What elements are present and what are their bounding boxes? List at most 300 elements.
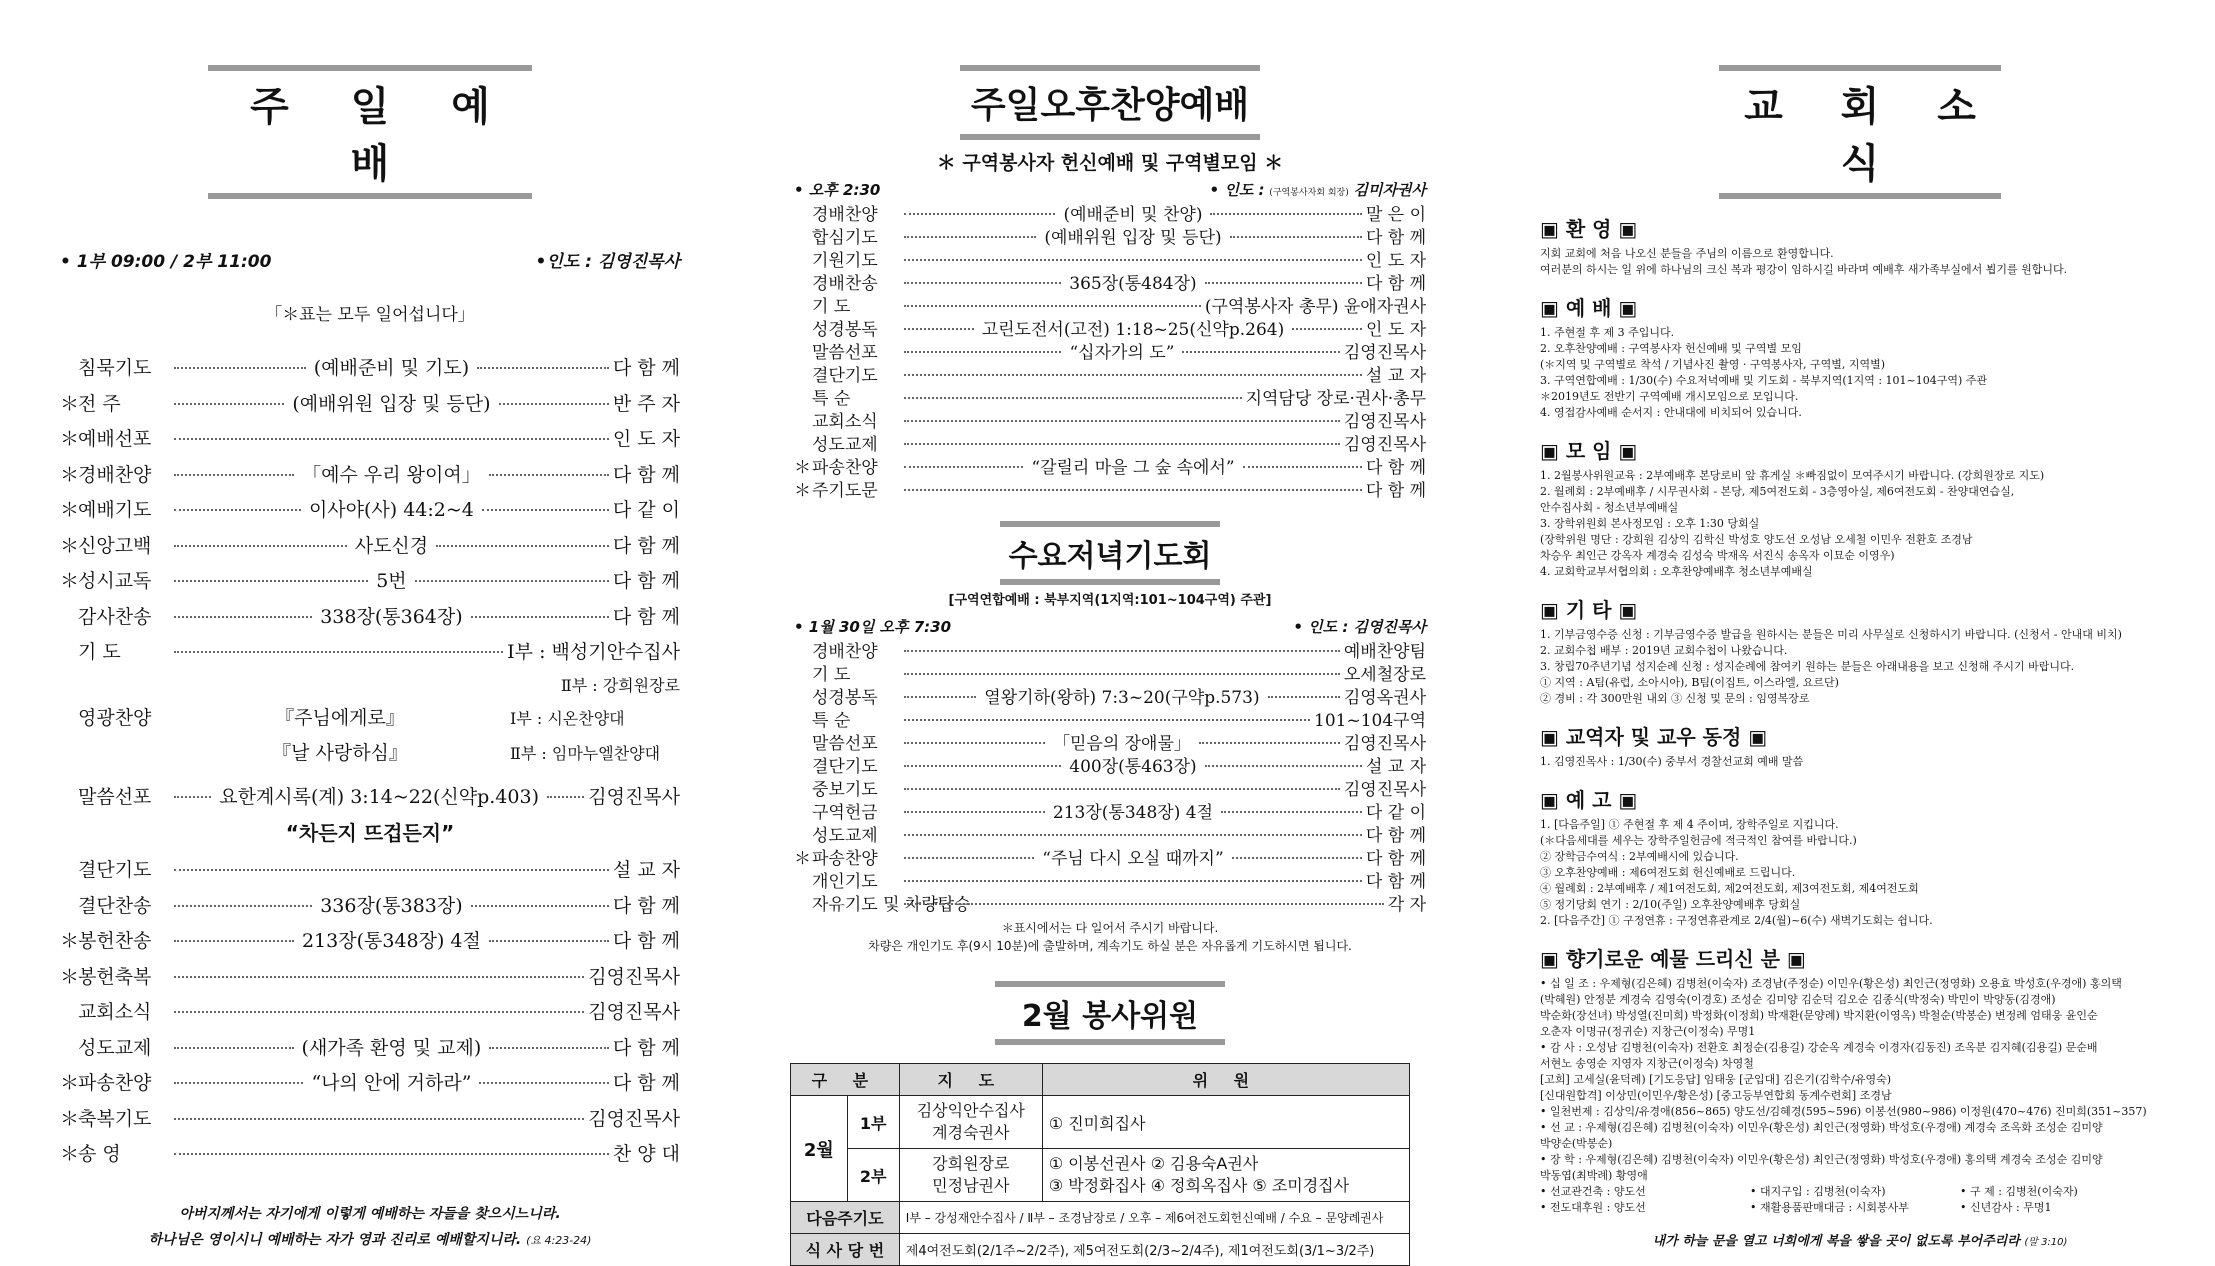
dot-leader — [904, 673, 1340, 675]
order-item — [60, 566, 680, 602]
dot-leader — [904, 650, 1340, 652]
choir2-who: Ⅱ부 : 임마누엘찬양대 — [510, 744, 661, 763]
order-label: 말씀선포 — [78, 785, 152, 808]
news-line: • 감 사 : 오성남 김병천(이숙자) 전환호 최정순(김용길) 강순옥 계경숙 이경자(김동진) 조옥분 김지혜(김용길) 문순배 — [1540, 1041, 2098, 1054]
order-person: 다 함 께 — [1365, 849, 1427, 869]
dot-leader — [489, 940, 609, 942]
dot-leader — [174, 438, 609, 440]
news-line: (＊다음세대를 세우는 장학주일헌금에 적극적인 참여를 바랍니다.) — [1540, 834, 1857, 847]
order-person: 말 은 이 — [1365, 205, 1427, 225]
order-item — [794, 200, 1426, 223]
news-line: (장학위원 명단 : 강희원 김상익 김학신 박성호 양도선 오성남 오세철 이민우 전환호 조경남 — [1540, 533, 1973, 546]
dot-leader — [904, 857, 1034, 859]
table-row: 2부 강희원장로 민정남권사 ① 이봉선권사 ② 김용숙A권사 ③ 박정화집사 ④ 정희옥집사 ⑤ 조미경집사 — [791, 1149, 1410, 1202]
standing-mark: ＊ — [60, 499, 80, 521]
order-content: (예배위원 입장 및 등단) — [1044, 228, 1222, 248]
dot-leader — [904, 351, 1061, 353]
dot-leader — [489, 1047, 609, 1049]
order-person: 다 같 이 — [612, 499, 680, 521]
order-content: (예배준비 및 기도) — [313, 357, 470, 379]
order-label: 예배선포 — [78, 428, 152, 450]
news-line: • 장 학 : 우제형(김은혜) 김병천(이숙자) 이민우(황은성) 최인근(정영화) 박성호(우경애) 홍의택 계경숙 조성순 김미양 — [1540, 1153, 2103, 1166]
dot-leader — [904, 374, 1362, 376]
order-person: 다 함 께 — [612, 605, 681, 628]
order-person: 김영진목사 — [588, 1001, 680, 1023]
dot-leader — [904, 788, 1340, 790]
dot-leader — [482, 509, 609, 511]
order-item — [794, 706, 1426, 729]
order-item — [794, 798, 1426, 821]
news-line: 1. 기부금영수증 신청 : 기부금영수증 발급을 원하시는 분들은 미리 사무실로 신청하시기 바랍니다. (신청서 - 안내대 비치) — [1540, 628, 2122, 641]
order-content: 「믿음의 장애물」 — [1052, 734, 1191, 754]
news-section-heading: ▣ 환 영 ▣ — [1540, 217, 1638, 241]
order-item — [794, 890, 1426, 913]
order-label: 특 순 — [812, 389, 851, 409]
order-label: 결단찬송 — [78, 894, 152, 917]
order-item — [60, 1104, 680, 1140]
order-label: 중보기도 — [812, 780, 878, 800]
order-person: 다 함 께 — [1365, 274, 1427, 294]
dot-leader — [174, 509, 301, 511]
news-line: 박동엽(최박례) 황영애 — [1540, 1169, 1648, 1182]
news-line: 3. 장학위원회 본사정모임 : 오후 1:30 당회실 — [1540, 517, 1760, 530]
news-line: 2. 교회수첩 배부 : 2019년 교회수첩이 나왔습니다. — [1540, 644, 1788, 657]
service-committee-table — [790, 1063, 1410, 1266]
dot-leader — [904, 742, 1045, 744]
order-item — [794, 430, 1426, 453]
dot-leader — [174, 580, 368, 582]
order-content: 213장(통348장) 4절 — [301, 930, 481, 952]
dot-leader — [1268, 696, 1340, 698]
order-label: 특 순 — [812, 711, 851, 731]
order-label: 경배찬송 — [812, 274, 878, 294]
order-label: 성도교제 — [812, 435, 878, 455]
table-header-row: 구 분 지 도 위 원 — [791, 1064, 1410, 1096]
dot-leader — [499, 403, 609, 405]
order-person: 지역담당 장로·권사·총무 — [1245, 389, 1426, 409]
dot-leader — [174, 905, 312, 907]
news-line: (박혜원) 안정분 계경숙 김영숙(이경호) 조성순 김미양 김순덕 김오순 김종식(박정숙) 박민이 박양동(김경애) — [1540, 993, 2056, 1006]
standing-mark: ＊ — [60, 570, 80, 592]
news-line-part: • 대지구입 : 김병천(이숙자) — [1750, 1185, 1886, 1198]
order-person: Ⅰ부 : 백성기안수집사 — [507, 641, 680, 663]
order-content: 213장(통348장) 4절 — [1052, 803, 1213, 823]
order-label: 송 영 — [78, 1143, 121, 1165]
order-content: 이사야(사) 44:2~4 — [308, 499, 474, 521]
news-line-part: • 재활용품판매대금 : 시회봉사부 — [1750, 1201, 1909, 1214]
news-line — [1540, 1184, 2180, 1200]
order-content: “십자가의 도” — [1069, 343, 1175, 363]
order-person: 반 주 자 — [612, 392, 681, 415]
order-person: 설 교 자 — [612, 859, 680, 881]
order-person: 다 함 께 — [612, 534, 681, 557]
dot-leader — [1292, 328, 1362, 330]
order-content: 사도신경 — [354, 534, 429, 557]
order-label: 주기도문 — [812, 481, 878, 501]
dot-leader — [904, 834, 1362, 836]
choir1-who: Ⅰ부 : 시온찬양대 — [510, 708, 625, 728]
news-line: 박순화(장선녀) 박성열(진미희) 박정화(이정희) 박재환(문양례) 박지환(이영옥) 박철순(박봉순) 변정례 엄태웅 윤인순 — [1540, 1009, 2098, 1022]
order-item — [794, 315, 1426, 338]
dot-leader — [1199, 742, 1340, 744]
order-person: 예배찬양팀 — [1343, 642, 1426, 662]
afternoon-order-list — [790, 200, 1430, 499]
order-person: 다 함 께 — [1365, 826, 1426, 846]
order-item — [794, 729, 1426, 752]
dot-leader — [174, 1047, 294, 1049]
order-person: 다 함 께 — [612, 930, 680, 952]
news-section-heading: ▣ 향기로운 예물 드리신 분 ▣ — [1540, 947, 1806, 971]
news-line: 여러분의 하시는 일 위에 하나님의 크신 복과 평강이 임하시길 바라며 예배후 새가족부실에서 뵙기를 원합니다. — [1540, 263, 2068, 276]
order-label: 결단기도 — [812, 757, 878, 777]
news-line: [고희] 고세실(윤덕례) [기도응답] 임태웅 [군입대] 김은기(김학수/유영숙) — [1540, 1073, 1892, 1086]
news-line: • 일천번제 : 김상익/유경애(856~865) 양도선/김혜경(595~596) 이봉선(980~986) 이정원(470~476) 진미희(351~357) — [1540, 1105, 2147, 1118]
order-content: 338장(통364장) — [320, 605, 463, 628]
order-person: 다 함 께 — [612, 463, 680, 486]
dot-leader — [471, 905, 609, 907]
order-person: 김영진목사 — [1343, 343, 1426, 363]
order-content: 고린도전서(고전) 1:18~25(신약p.264) — [981, 320, 1285, 340]
dot-leader — [174, 940, 294, 942]
church-news-title: 교 회 소 식 — [1719, 65, 2001, 199]
dot-leader — [904, 880, 1362, 882]
sunday-order-list — [40, 353, 700, 1175]
order-content: “갈릴리 마을 그 숲 속에서” — [1031, 458, 1235, 478]
dot-leader — [174, 976, 584, 978]
dot-leader — [904, 696, 976, 698]
standing-mark: ＊ — [60, 965, 80, 988]
wednesday-subtitle: [구역연합예배 : 북부지역(1지역:101~104구역) 주관] — [948, 593, 1272, 608]
order-item — [60, 1033, 680, 1069]
order-item — [794, 821, 1426, 844]
order-person: 다 함 께 — [612, 1036, 680, 1059]
order-item-choir — [60, 703, 680, 739]
order-item — [60, 495, 680, 531]
wednesday-notes: ＊표시에서는 다 일어서 주시기 바랍니다. 차량은 개인기도 후(9시 10분)에 출발하며, 계속기도 하실 분은 자유롭게 기도하시면 됩니다. — [868, 921, 1352, 953]
order-person: 다 같 이 — [1365, 803, 1426, 823]
dot-leader — [174, 869, 609, 871]
news-section-heading: ▣ 예 배 ▣ — [1540, 296, 1638, 320]
table-row: 다음주기도 Ⅰ부 – 강성재안수집사 / Ⅱ부 – 조경남장로 / 오후 – 제6여전도회헌신예배 / 수요 – 문양례권사 — [791, 1202, 1410, 1234]
standing-mark: ＊ — [60, 463, 80, 486]
dot-leader — [174, 1011, 584, 1013]
news-line: 3. 구역연합예배 : 1/30(수) 수요저녁예배 및 기도회 - 북부지역(1지역 : 101~104구역) 주관 — [1540, 374, 1988, 387]
wednesday-order-list — [790, 637, 1430, 913]
order-content: 열왕기하(왕하) 7:3~20(구약p.573) — [984, 688, 1260, 708]
order-item — [60, 389, 680, 425]
order-label: 기 도 — [812, 665, 851, 685]
news-line: 오춘자 이명규(정귀순) 지창근(이정숙) 무명1 — [1540, 1025, 1756, 1038]
order-item — [794, 867, 1426, 890]
dot-leader — [1243, 466, 1362, 468]
standing-mark: ＊ — [794, 458, 811, 478]
news-line: 1. 주현절 후 제 3 주입니다. — [1540, 326, 1675, 339]
order-item-sermon — [60, 782, 680, 818]
news-line — [1540, 1200, 2180, 1216]
news-section-heading: ▣ 예 고 ▣ — [1540, 788, 1638, 812]
dot-leader — [174, 474, 294, 476]
order-label: 예배기도 — [78, 499, 152, 521]
news-line: 1. [다음주일] ① 주현절 후 제 4 주이며, 장학주일로 지킵니다. — [1540, 818, 1839, 831]
news-line: 지회 교회에 처음 나오신 분들을 주님의 이름으로 환영합니다. — [1540, 247, 1834, 260]
order-label: 파송찬양 — [812, 458, 878, 478]
dot-leader — [174, 367, 306, 369]
news-line: ⑤ 정기당회 연기 : 2/10(주일) 오후찬양예배후 당회실 — [1540, 898, 1801, 911]
order-label: 합심기도 — [812, 228, 878, 248]
news-line: 2. [다음주간] ① 구정연휴 : 구정연휴관계로 2/4(월)~6(수) 새벽기도회는 쉽니다. — [1540, 914, 1933, 927]
order-item — [794, 292, 1426, 315]
order-label: 말씀선포 — [812, 734, 878, 754]
news-section-heading: ▣ 기 타 ▣ — [1540, 598, 1638, 622]
news-line-part: • 신년감사 : 무명1 — [1960, 1201, 2052, 1214]
order-content: (새가족 환영 및 교제) — [301, 1036, 482, 1059]
order-person: 다 함 께 — [612, 570, 681, 592]
order-label: 경배찬양 — [812, 205, 878, 225]
standing-note: 「＊표는 모두 일어섭니다」 — [265, 305, 475, 325]
order-item — [60, 602, 680, 638]
order-label: 성도교제 — [812, 826, 878, 846]
order-item — [60, 891, 680, 927]
order-label: 파송찬양 — [812, 849, 878, 869]
news-line: ＊2019년도 전반기 구역예배 개시모임으로 모입니다. — [1540, 390, 1799, 403]
order-label: 교회소식 — [812, 412, 878, 432]
dot-leader — [1210, 213, 1361, 215]
dot-leader — [174, 545, 347, 547]
news-line-part: • 선교관건축 : 양도선 — [1540, 1185, 1646, 1198]
order-item — [794, 407, 1426, 430]
order-person: 다 함 께 — [612, 357, 681, 379]
news-line: 2. 오후찬양예배 : 구역봉사자 헌신예배 및 구역별 모임 — [1540, 342, 1802, 355]
order-item — [60, 1068, 680, 1104]
order-label: 영광찬양 — [78, 706, 152, 729]
dot-leader — [1221, 811, 1362, 813]
dot-leader — [904, 328, 974, 330]
dot-leader — [1205, 282, 1362, 284]
dot-leader — [904, 236, 1036, 238]
afternoon-worship-title: 주일오후찬양예배 — [960, 65, 1260, 140]
news-line: ③ 오후찬양예배 : 제6여전도회 헌신예배로 드립니다. — [1540, 866, 1796, 879]
standing-mark: ＊ — [60, 428, 80, 450]
news-line: • 십 일 조 : 우제형(김은혜) 김병천(이숙자) 조경남(주정순) 이민우(황은성) 최인근(정영화) 오용효 박성호(우경애) 홍의택 — [1540, 977, 2122, 990]
news-line: (＊지역 및 구역별로 착석 / 기념사진 촬영 · 구역봉사자, 구역별, 지역별) — [1540, 358, 1886, 371]
dot-leader — [174, 403, 284, 405]
sermon-who: 김영진목사 — [588, 785, 681, 808]
standing-mark: ＊ — [60, 1072, 80, 1094]
dot-leader — [904, 489, 1362, 491]
order-label: 구역헌금 — [812, 803, 878, 823]
news-line: ④ 월례회 : 2부예배후 / 제1여전도회, 제2여전도회, 제3여전도회, 제4여전도회 — [1540, 882, 1919, 895]
sunday-worship-column — [40, 0, 700, 1248]
news-line: • 선 교 : 우제형(김은혜) 김병천(이숙자) 이민우(황은성) 최인근(정영화) 박성호(우경애) 계경숙 조옥화 조성순 김미양 — [1540, 1121, 2103, 1134]
order-item — [794, 269, 1426, 292]
order-content: 「예수 우리 왕이여」 — [302, 463, 481, 486]
order-item — [60, 855, 680, 891]
church-news-body — [1540, 213, 2180, 1249]
order-content: (예배위원 입장 및 등단) — [292, 392, 491, 415]
order-label: 감사찬송 — [78, 605, 152, 628]
dot-leader — [1182, 351, 1339, 353]
sunday-verse: 아버지께서는 자기에게 이렇게 예배하는 자들을 찾으시느니라. 하나님은 영이시니 예배하는 자가 영과 진리로 예배할지니라. (요 4:23-24) — [148, 1205, 592, 1248]
dot-leader — [174, 1082, 303, 1084]
order-item — [60, 353, 680, 389]
dot-leader — [415, 580, 609, 582]
sermon-text: 요한계시록(계) 3:14~22(신약p.403) — [219, 785, 539, 808]
order-item — [60, 531, 680, 567]
order-label: 결단기도 — [78, 859, 152, 881]
order-label: 결단기도 — [812, 366, 878, 386]
order-content: 365장(통484장) — [1069, 274, 1197, 294]
dot-leader — [174, 1153, 609, 1155]
order-item — [794, 844, 1426, 867]
order-item — [794, 453, 1426, 476]
order-item — [60, 962, 680, 998]
dot-leader — [904, 213, 1055, 215]
afternoon-time-row: • 오후 2:30 • 인도 : (구역봉사자회 회장) 김미자권사 — [794, 181, 1426, 199]
news-line: 2. 월례회 : 2부예배후 / 시무권사회 - 본당, 제5여전도회 - 3층영아실, 제6여전도회 - 찬양대연습실, — [1540, 485, 2015, 498]
order-label: 신앙고백 — [78, 534, 152, 557]
dot-leader — [1205, 765, 1362, 767]
sunday-time-row — [40, 247, 700, 272]
order-label: 경배찬양 — [78, 463, 152, 486]
order-content: 336장(통383장) — [320, 894, 463, 917]
order-person: 설 교 자 — [1365, 757, 1427, 777]
dot-leader — [471, 616, 609, 618]
order-person: (구역봉사자 총무) 윤애자권사 — [1204, 297, 1426, 317]
order-label: 파송찬양 — [78, 1072, 152, 1094]
order-label: 성도교제 — [78, 1036, 152, 1059]
order-item — [60, 637, 680, 673]
news-line-part: • 구 제 : 김병천(이숙자) — [1960, 1185, 2078, 1198]
dot-leader — [1232, 857, 1362, 859]
sunday-leader: •인도 : 김영진목사 — [535, 252, 680, 272]
order-item — [794, 223, 1426, 246]
news-line-part: • 전도대후원 : 양도선 — [1540, 1201, 1646, 1214]
news-line: ① 지역 : A팀(유럽, 소아시아), B팀(이집트, 이스라엘, 요르단) — [1540, 676, 1839, 689]
order-label: 자유기도 및 차량탑승 — [812, 895, 971, 915]
news-line: 서현노 송영순 지영자 지창근(이정숙) 차영철 — [1540, 1057, 1754, 1070]
dot-leader — [904, 443, 1340, 445]
standing-mark: ＊ — [794, 849, 811, 869]
order-person: 김영옥권사 — [1343, 688, 1426, 708]
order-label: 성경봉독 — [812, 688, 878, 708]
order-label: 전 주 — [78, 392, 121, 415]
order-person: 김영진목사 — [588, 1107, 680, 1130]
news-line: [신대원합격] 이상민(이민우/황은성) [중고등부연합회 동계수련회] 조경남 — [1540, 1089, 1892, 1102]
dot-leader — [479, 1082, 608, 1084]
afternoon-subtitle: ＊ 구역봉사자 헌신예배 및 구역별모임 ＊ — [936, 152, 1284, 174]
news-line: 1. 김영진목사 : 1/30(수) 중부서 경찰선교회 예배 말씀 — [1540, 755, 1804, 768]
order-person: 다 함 께 — [1365, 481, 1426, 501]
order-item — [794, 752, 1426, 775]
dot-leader — [904, 305, 1201, 307]
dot-leader — [904, 282, 1061, 284]
dot-leader — [489, 474, 609, 476]
service-committee-title: 2월 봉사위원 — [995, 981, 1225, 1045]
news-line: 3. 창립70주년기념 성지순례 신청 : 성지순례에 참여키 원하는 분들은 아래내용을 보고 신청해 주시기 바랍니다. — [1540, 660, 2075, 673]
order-item — [60, 460, 680, 496]
order-person: 오세철장로 — [1343, 665, 1426, 685]
order-label: 축복기도 — [78, 1107, 152, 1130]
order-label: 침묵기도 — [78, 357, 152, 379]
order-label: 기 도 — [812, 297, 851, 317]
order-item-choir2 — [60, 738, 680, 774]
order-content: 5번 — [376, 570, 407, 592]
sermon-title: “차든지 뜨겁든지” — [285, 821, 455, 845]
afternoon-and-wednesday-column — [790, 0, 1430, 1260]
order-label: 교회소식 — [78, 1001, 152, 1023]
order-person: 찬 양 대 — [612, 1143, 680, 1165]
table-row: 식 사 당 번 제4여전도회(2/1주~2/2주), 제5여전도회(2/3~2/4주), 제1여전도회(3/1~3/2주) — [791, 1234, 1410, 1266]
order-person: 다 함 께 — [1365, 872, 1426, 892]
order-item — [794, 683, 1426, 706]
dot-leader — [904, 903, 1384, 905]
order-content: “주님 다시 오실 때까지” — [1042, 849, 1224, 869]
standing-mark: ＊ — [60, 534, 80, 557]
order-person: 다 함 께 — [1365, 228, 1427, 248]
order-person: 설 교 자 — [1365, 366, 1426, 386]
news-section-heading: ▣ 모 임 ▣ — [1540, 439, 1638, 463]
sunday-time: • 1부 09:00 / 2부 11:00 — [60, 252, 272, 272]
order-label: 경배찬양 — [812, 642, 878, 662]
order-item — [60, 1139, 680, 1175]
dot-leader — [904, 397, 1242, 399]
order-item — [794, 246, 1426, 269]
order-label: 봉헌찬송 — [78, 930, 152, 952]
order-person: 김영진목사 — [1343, 412, 1426, 432]
dot-leader — [174, 1118, 584, 1120]
dot-leader — [904, 765, 1061, 767]
order-person: 다 함 께 — [1365, 458, 1427, 478]
dot-leader — [904, 259, 1362, 261]
standing-mark: ＊ — [60, 930, 80, 952]
order-item — [60, 997, 680, 1033]
order-person: 인 도 자 — [612, 428, 680, 450]
order-person: 인 도 자 — [1365, 320, 1427, 340]
wednesday-time-row: • 1월 30일 오후 7:30 • 인도 : 김영진목사 — [794, 618, 1426, 636]
order-item — [60, 926, 680, 962]
order-person: 인 도 자 — [1365, 251, 1426, 271]
order-person: 김영진목사 — [1343, 734, 1426, 754]
news-line: 4. 영접감사예배 순서지 : 안내대에 비치되어 있습니다. — [1540, 406, 1802, 419]
order-person: 김영진목사 — [588, 965, 680, 988]
dot-leader — [904, 466, 1023, 468]
news-line: ② 경비 : 각 300만원 내외 ③ 신청 및 문의 : 임영복장로 — [1540, 692, 1810, 705]
order-item — [794, 660, 1426, 683]
table-row: 2월 1부 김상익안수집사 계경숙권사 ① 진미희집사 — [791, 1096, 1410, 1149]
order-person: 다 함 께 — [612, 894, 681, 917]
dot-leader — [174, 616, 312, 618]
dot-leader — [174, 651, 503, 653]
news-section-heading: ▣ 교역자 및 교우 동정 ▣ — [1540, 725, 1768, 749]
dot-leader — [1230, 236, 1362, 238]
order-person: 김영진목사 — [1343, 780, 1426, 800]
order-label: 봉헌축복 — [78, 965, 152, 988]
dot-leader — [904, 811, 1045, 813]
dot-leader — [477, 367, 609, 369]
order-item — [794, 384, 1426, 407]
standing-mark: ＊ — [60, 1143, 80, 1165]
news-line: 안수집사회 - 청소년부예배실 — [1540, 501, 1679, 514]
order-item — [60, 424, 680, 460]
order-label: 기원기도 — [812, 251, 878, 271]
standing-mark: ＊ — [60, 1107, 80, 1130]
standing-mark: ＊ — [794, 481, 811, 501]
church-news-column — [1540, 0, 2180, 1249]
order-label: 성경봉독 — [812, 320, 878, 340]
order-item — [794, 361, 1426, 384]
news-line: ② 장학금수여식 : 2부예배시에 있습니다. — [1540, 850, 1739, 863]
news-line: 1. 2월봉사위원교육 : 2부예배후 본당로비 앞 휴게실 ＊빠짐없이 모여주시기 바랍니다. (강희원장로 지도) — [1540, 469, 2045, 482]
